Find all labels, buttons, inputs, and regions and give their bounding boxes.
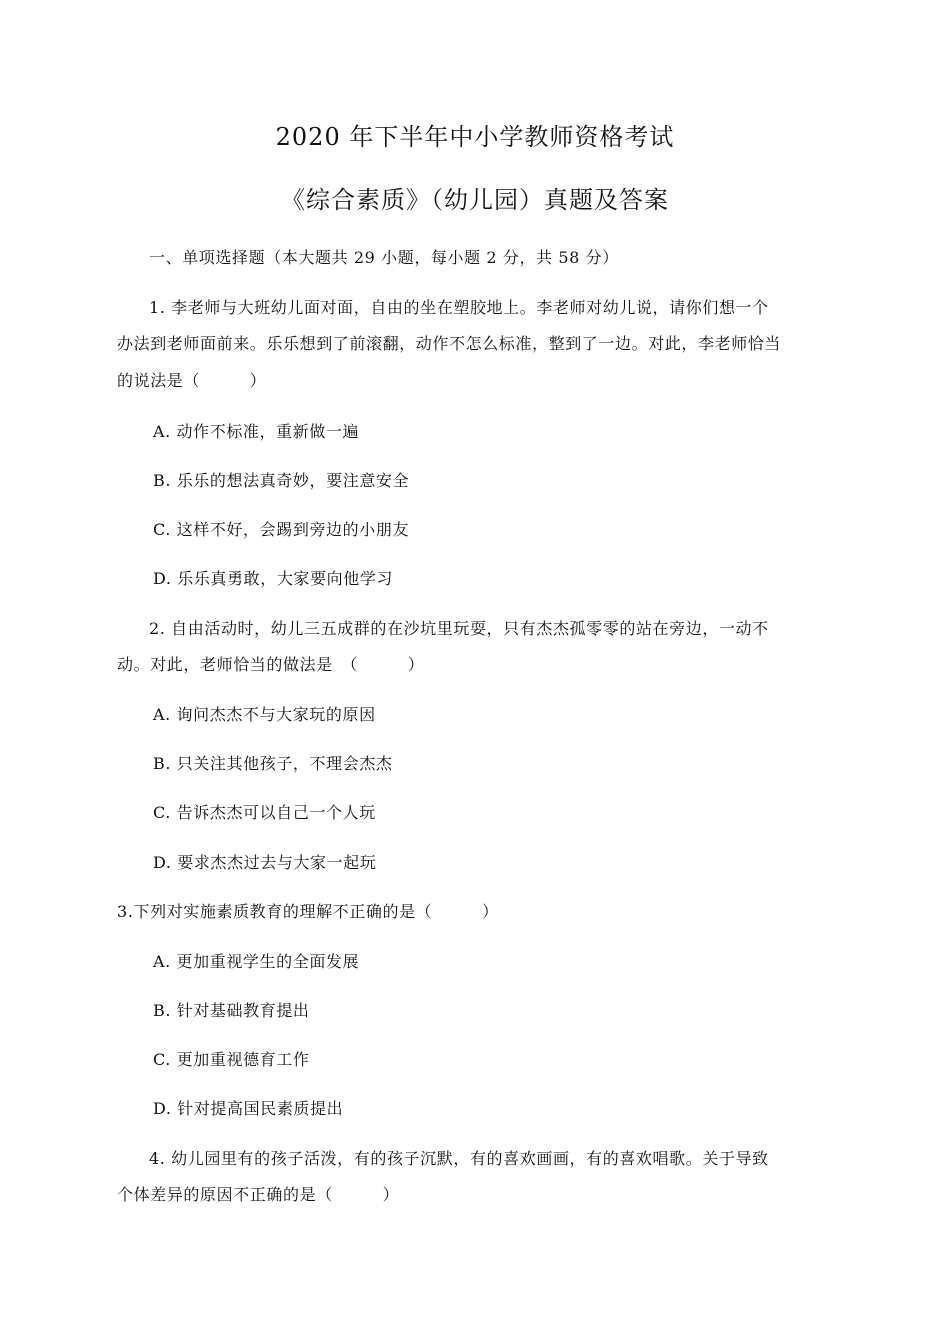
question-4-stem-line-2: 个体差异的原因不正确的是（ ） (117, 1185, 400, 1204)
question-3-option-d: D. 针对提高国民素质提出 (153, 1099, 344, 1118)
question-1-option-b: B. 乐乐的想法真奇妙，要注意安全 (153, 471, 410, 490)
question-2-stem-line-2: 动。对此，老师恰当的做法是 （ ） (117, 655, 425, 674)
question-1-option-d: D. 乐乐真勇敢，大家要向他学习 (153, 569, 394, 588)
question-1-stem-line-2: 办法到老师面前来。乐乐想到了前滚翻，动作不怎么标准，整到了一边。对此，李老师恰当 (117, 334, 782, 353)
question-2-option-c: C. 告诉杰杰可以自己一个人玩 (153, 803, 376, 822)
question-3-option-a: A. 更加重视学生的全面发展 (153, 952, 360, 971)
question-4-stem-line-1: 4. 幼儿园里有的孩子活泼，有的孩子沉默，有的喜欢画画，有的喜欢唱歌。关于导致 (149, 1149, 769, 1168)
document-title: 2020 年下半年中小学教师资格考试 (275, 123, 675, 151)
question-2-stem-line-1: 2. 自由活动时，幼儿三五成群的在沙坑里玩耍，只有杰杰孤零零的站在旁边，一动不 (149, 619, 769, 638)
question-1-stem-line-3: 的说法是（ ） (117, 371, 267, 390)
question-3-option-b: B. 针对基础教育提出 (153, 1001, 310, 1020)
question-1-option-c: C. 这样不好，会踢到旁边的小朋友 (153, 520, 410, 539)
question-1-stem-line-1: 1. 李老师与大班幼儿面对面，自由的坐在塑胶地上。李老师对幼儿说，请你们想一个 (149, 298, 769, 317)
question-2-option-d: D. 要求杰杰过去与大家一起玩 (153, 853, 377, 872)
question-3-option-c: C. 更加重视德育工作 (153, 1050, 310, 1069)
question-2-option-b: B. 只关注其他孩子，不理会杰杰 (153, 754, 393, 773)
question-2-option-a: A. 询问杰杰不与大家玩的原因 (153, 705, 376, 724)
document-subtitle: 《综合素质》（幼儿园）真题及答案 (281, 186, 669, 214)
question-1-option-a: A. 动作不标准，重新做一遍 (153, 422, 360, 441)
section-heading: 一、单项选择题（本大题共 29 小题，每小题 2 分，共 58 分） (149, 248, 619, 267)
question-3-stem: 3.下列对实施素质教育的理解不正确的是（ ） (117, 902, 499, 921)
